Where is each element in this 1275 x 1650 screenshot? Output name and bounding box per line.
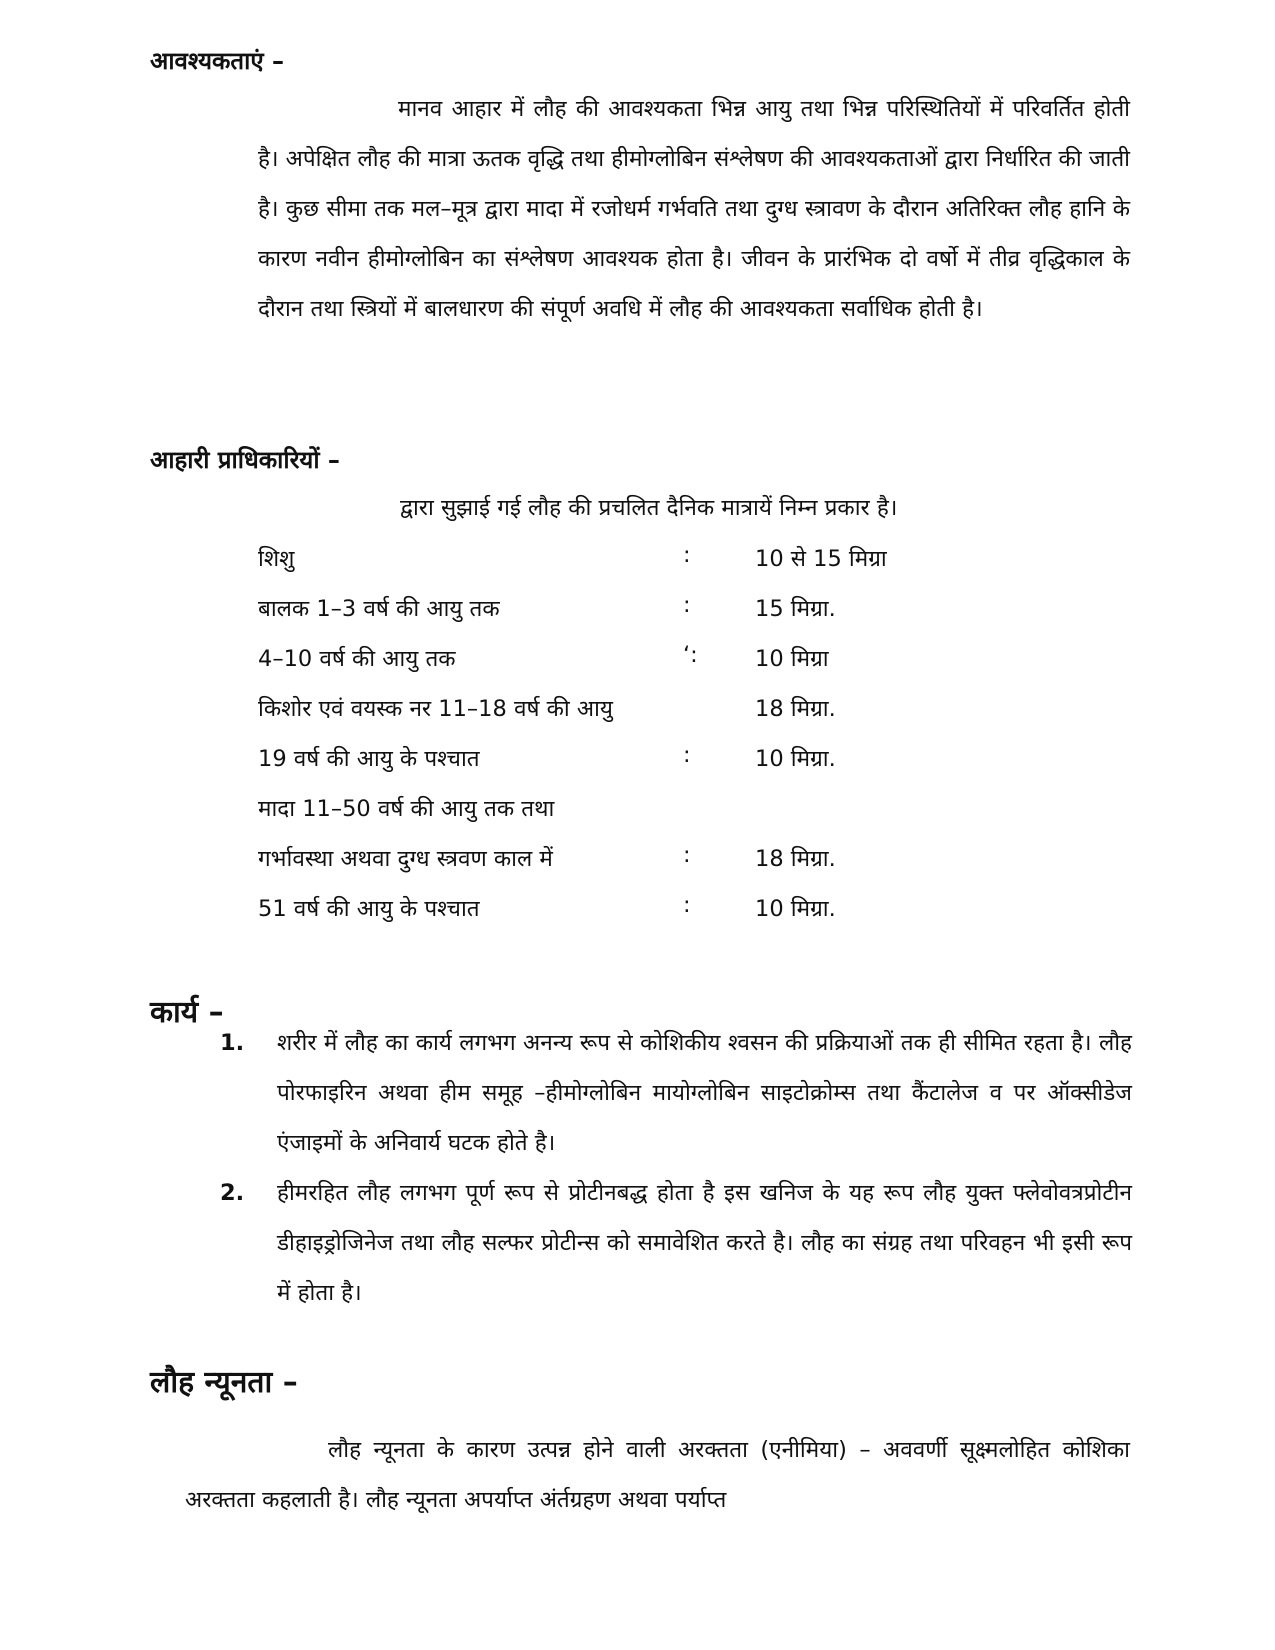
row-label: किशोर एवं वयस्क नर 11–18 वर्ष की आयु <box>258 696 613 722</box>
row-value: 10 मिग्रा. <box>755 896 836 922</box>
row-label: मादा 11–50 वर्ष की आयु तक तथा <box>258 796 555 822</box>
item-number: 2. <box>220 1180 245 1206</box>
row-separator: : <box>683 592 691 618</box>
item-text: शरीर में लौह का कार्य लगभग अनन्य रूप से कोशिकीय श्वसन की प्रक्रियाओं तक ही सीमित रहता है। लौह पोरफाइरिन अथवा हीम समूह –हीमोग्लोबिन मायोग्लोबिन साइटोक्रोम्स तथा कैंटालेज व पर ऑक्सीडेज एंजाइमों के अनिवार्य घटक होते है। <box>277 1030 1132 1156</box>
row-label: बालक 1–3 वर्ष की आयु तक <box>258 596 500 622</box>
row-value: 18 मिग्रा. <box>755 846 836 872</box>
row-label: 51 वर्ष की आयु के पश्चात <box>258 896 480 922</box>
row-separator: : <box>683 842 691 868</box>
requirements-heading: आवश्यकताएं – <box>150 47 284 75</box>
row-label: गर्भावस्था अथवा दुग्ध स्त्रवण काल में <box>258 846 553 872</box>
deficiency-text: लौह न्यूनता के कारण उत्पन्न होने वाली अरक्तता (एनीमिया) – अववर्णी सूक्ष्मलोहित कोशिका अरक्तता कहलाती है। लौह न्यूनता अपर्याप्त अंर्तग्रहण अथवा पर्याप्त <box>185 1437 1130 1513</box>
table-row <box>258 642 958 672</box>
row-separator: : <box>683 742 691 768</box>
row-value: 15 मिग्रा. <box>755 596 836 622</box>
row-label: 19 वर्ष की आयु के पश्चात <box>258 746 480 772</box>
row-value: 18 मिग्रा. <box>755 696 836 722</box>
authorities-heading: आहारी प्राधिकारियों – <box>150 446 340 474</box>
table-row <box>258 892 958 922</box>
deficiency-paragraph <box>185 1425 1130 1525</box>
item-text: हीमरहित लौह लगभग पूर्ण रूप से प्रोटीनबद्ध होता है इस खनिज के यह रूप लौह युक्त फ्लेवोवत्रप्रोटीन डीहाइड्रोजिनेज तथा लौह सल्फर प्रोटीन्स को समावेशित करते है। लौह का संग्रह तथा परिवहन भी इसी रूप में होता है। <box>277 1180 1132 1306</box>
row-separator: : <box>683 892 691 918</box>
row-value: 10 मिग्रा <box>755 646 829 672</box>
row-separator: : <box>683 542 691 568</box>
row-separator: ‘: <box>683 642 698 668</box>
table-row <box>258 742 958 772</box>
table-row <box>258 592 958 622</box>
authorities-intro: द्वारा सुझाई गई लौह की प्रचलित दैनिक मात्रायें निम्न प्रकार है। <box>400 495 898 521</box>
row-value: 10 से 15 मिग्रा <box>755 546 887 572</box>
table-row <box>258 842 958 872</box>
deficiency-heading: लौह न्यूनता – <box>150 1365 298 1400</box>
requirements-text: मानव आहार में लौह की आवश्यकता भिन्न आयु तथा भिन्न परिस्थितियों में परिवर्तित होती है। अपेक्षित लौह की मात्रा ऊतक वृद्धि तथा हीमोग्लोबिन संश्लेषण की आवश्यकताओं द्वारा निर्धारित की जाती है। कुछ सीमा तक मल–मूत्र द्वारा मादा में रजोधर्म गर्भवति तथा दुग्ध स्त्रावण के दौरान अतिरिक्त लौह हानि के कारण नवीन हीमोग्लोबिन का संश्लेषण आवश्यक होता है। जीवन के प्रारंभिक दो वर्षो में तीव्र वृद्धिकाल के दौरान तथा स्त्रियों में बालधारण की संपूर्ण अवधि में लौह की आवश्यकता सर्वाधिक होती है। <box>258 96 1130 322</box>
row-label: 4–10 वर्ष की आयु तक <box>258 646 456 672</box>
table-row <box>258 792 958 822</box>
requirements-paragraph <box>258 84 1130 334</box>
functions-heading: कार्य – <box>150 995 224 1030</box>
table-row <box>258 542 958 572</box>
table-row <box>258 692 958 722</box>
row-value: 10 मिग्रा. <box>755 746 836 772</box>
item-number: 1. <box>220 1030 245 1056</box>
row-label: शिशु <box>258 546 295 572</box>
